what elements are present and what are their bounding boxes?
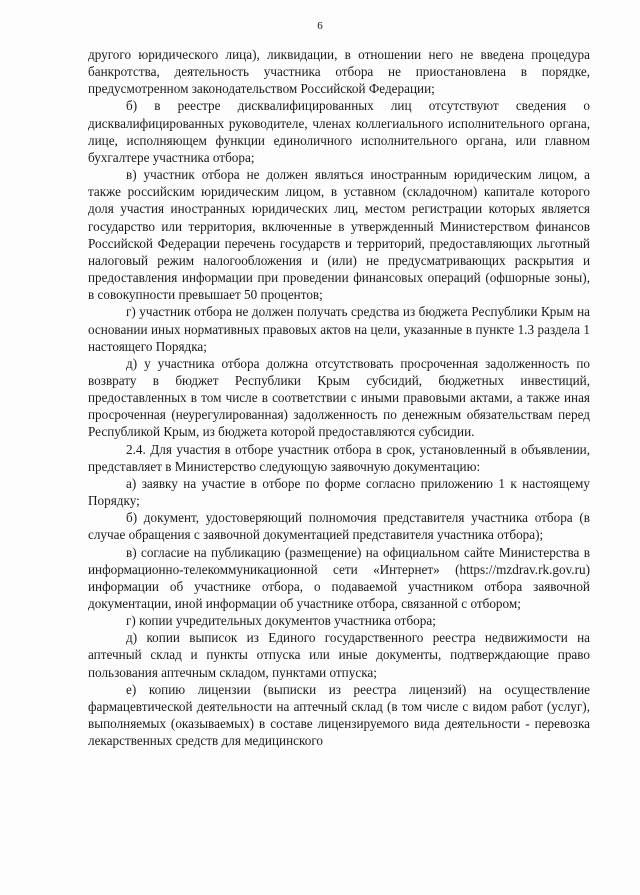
- paragraph-doc-a: а) заявку на участие в отборе по форме согласно приложению 1 к настоящему Порядку;: [88, 475, 590, 509]
- paragraph-item-g: г) участник отбора не должен получать средства из бюджета Республики Крым на основании иных нормативных правовых актов на цели, указанные в пункте 1.3 раздела 1 настоящего Порядка;: [88, 304, 590, 354]
- paragraph-doc-g: г) копии учредительных документов участника отбора;: [126, 613, 436, 629]
- paragraph-item-b: б) в реестре дисквалифицированных лиц отсутствуют сведения о дисквалифицированных руководителе, членах коллегиального исполнительного органа, лице, исполняющем функции единоличного исполнительного органа, или главном бухгалтере участника отбора;: [88, 98, 590, 165]
- document-body: [88, 46, 590, 749]
- paragraph-section-2-4: 2.4. Для участия в отборе участник отбора в срок, установленный в объявлении, представляет в Министерство следующую заявочную документацию:: [88, 441, 590, 474]
- paragraph-doc-b: б) документ, удостоверяющий полномочия представителя участника отбора (в случае обращения с заявочной документацией представителя участника отбора);: [88, 510, 590, 543]
- paragraph-continuation: другого юридического лица), ликвидации, в отношении него не введена процедура банкротства, деятельность участника отбора не приостановлена в порядке, предусмотренном законодательством Российской Федерации;: [88, 47, 590, 97]
- paragraph-item-v: в) участник отбора не должен являться иностранным юридическим лицом, а также российским юридическим лицом, в уставном (складочном) капитале которого доля участия иностранных юридических лиц, местом регистрации которых является государство или территория, включенные в утвержденный Министерством финансов Российской Федерации перечень государств и территорий, предоставляющих льготный налоговый режим налогообложения и (или) не предусматривающих раскрытия и предоставления информации при проведении финансовых операций (офшорные зоны), в совокупности превышает 50 процентов;: [88, 167, 590, 303]
- paragraph-doc-v: в) согласие на публикацию (размещение) на официальном сайте Министерства в информационно-телекоммуникационной сети «Интернет» (https://mzdrav.rk.gov.ru) информации об участнике отбора, о подаваемой участником отбора заявочной документации, иной информации об участнике отбора, связанной с отбором;: [88, 544, 590, 611]
- paragraph-item-d: д) у участника отбора должна отсутствовать просроченная задолженность по возврату в бюджет Республики Крым субсидий, бюджетных инвестиций, предоставленных в том числе в соответствии с иными правовыми актами, а также иная просроченная (неурегулированная) задолженность по денежным обязательствам перед Республикой Крым, из бюджета которой предоставляются субсидии.: [88, 355, 590, 440]
- paragraph-doc-e: е) копию лицензии (выписки из реестра лицензий) на осуществление фармацевтической деятельности на аптечный склад (в том числе с видом работ (услуг), выполняемых (оказываемых) в составе лицензируемого вида деятельности - перевозка лекарственных средств для медицинского: [88, 681, 590, 749]
- page-number: 6: [317, 20, 323, 32]
- paragraph-doc-d: д) копии выписок из Единого государственного реестра недвижимости на аптечный склад и пункты отпуска или иные документы, подтверждающие право пользования аптечным складом, пунктами отпуска;: [88, 630, 590, 680]
